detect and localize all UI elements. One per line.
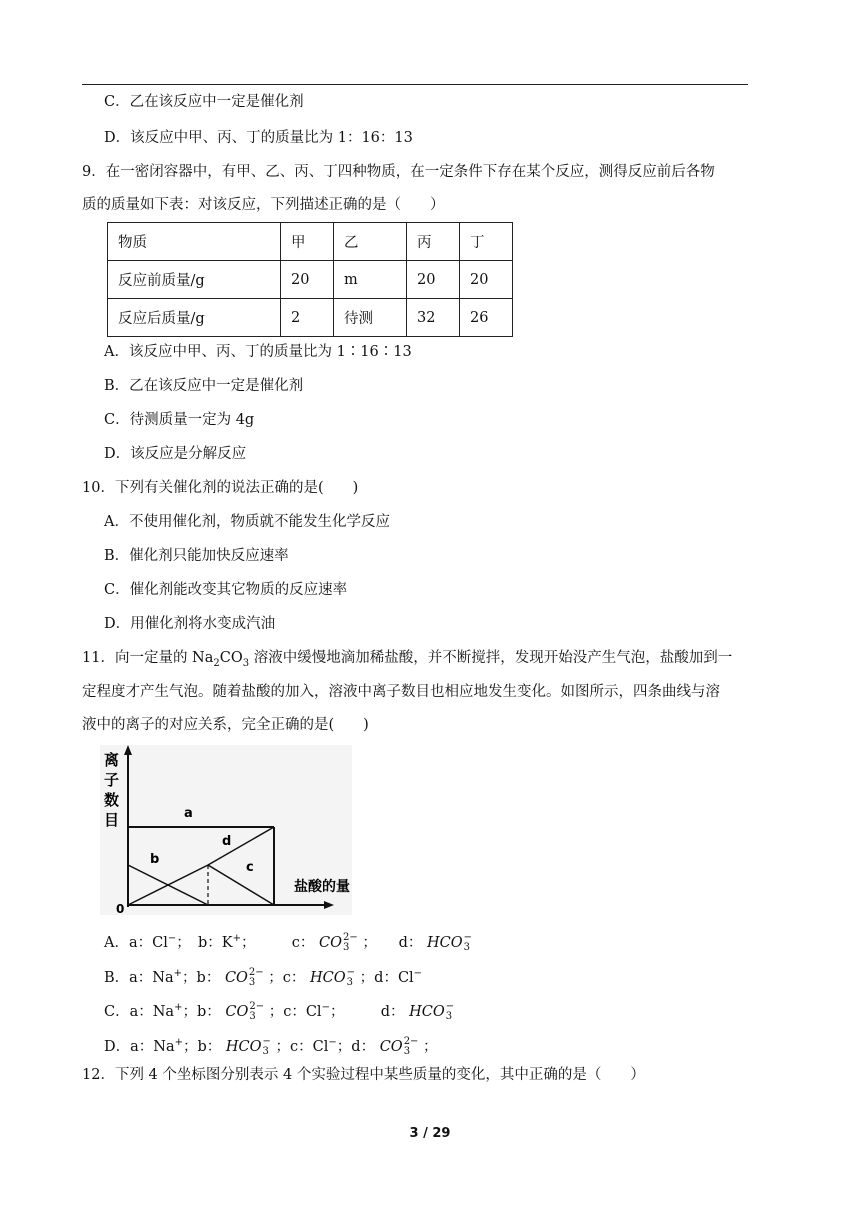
- text: ；b：: [182, 1003, 221, 1020]
- option-d-prev: D．该反应中甲、丙、丁的质量比为 1：16：13: [104, 130, 413, 146]
- formula-text: CO: [379, 1038, 403, 1055]
- ion-formula: [427, 931, 473, 953]
- table-cell: 丙: [407, 223, 460, 261]
- header-rule: [82, 84, 748, 85]
- superscript: +: [174, 1037, 183, 1048]
- superscript: −: [413, 968, 423, 979]
- superscript: −: [321, 1002, 330, 1013]
- superscript: +: [173, 968, 183, 979]
- charge-stack: [446, 1002, 454, 1022]
- text: A．a：Cl: [104, 934, 168, 951]
- charge: 2−: [249, 1000, 265, 1012]
- ion-formula: [310, 966, 356, 988]
- text: ；d：Cl: [359, 969, 414, 986]
- text: ；b：: [183, 1038, 222, 1055]
- charge-stack: [464, 933, 472, 953]
- text: 溶液中缓慢地滴加稀盐酸，并不断搅拌，发现开始没产生气泡，盐酸加到一: [249, 650, 733, 666]
- text: ；c：Cl: [268, 1003, 322, 1020]
- q11-option-a: [104, 929, 472, 953]
- q10-option-a: A．不使用催化剂，物质就不能发生化学反应: [104, 514, 390, 530]
- charge: 2−: [342, 931, 358, 943]
- q9-option-a: A．该反应中甲、丙、丁的质量比为 1∶16∶13: [104, 344, 412, 360]
- y-label-3: 数: [104, 791, 120, 809]
- text: ；c：: [268, 969, 306, 986]
- page-number: 3 / 29: [409, 1126, 451, 1141]
- q11-stem-1: [82, 648, 732, 674]
- charge-stack: [404, 1037, 419, 1057]
- q11-stem-3: 液中的离子的对应关系，完全正确的是( ): [82, 717, 369, 733]
- subscript: 3: [346, 976, 354, 988]
- q9-option-d: D．该反应是分解反应: [104, 446, 247, 462]
- formula-text: HCO: [310, 969, 346, 986]
- q12-stem: 12．下列 4 个坐标图分别表示 4 个实验过程中某些质量的变化，其中正确的是（ ）: [82, 1067, 645, 1083]
- curve-d-label: d: [222, 834, 232, 849]
- formula-text: HCO: [225, 1038, 262, 1055]
- ion-formula: [379, 1035, 419, 1057]
- origin-label: 0: [116, 902, 125, 915]
- superscript: +: [174, 1002, 183, 1013]
- charge-stack: [249, 1002, 264, 1022]
- charge: −: [463, 931, 473, 943]
- table-header-row: [108, 223, 513, 261]
- formula-text: HCO: [427, 934, 463, 951]
- curve-c-label: c: [246, 860, 254, 875]
- ion-formula: [225, 1000, 265, 1022]
- text: ；c：Cl: [275, 1038, 329, 1055]
- subscript: 3: [249, 1010, 256, 1022]
- subscript: 3: [248, 976, 256, 988]
- charge: 2−: [403, 1035, 419, 1047]
- text: ； d：: [329, 1003, 405, 1020]
- y-label-1: 离: [104, 751, 120, 769]
- charge-stack: [347, 968, 355, 988]
- subscript: 3: [403, 1045, 411, 1057]
- table-cell: 物质: [108, 223, 281, 261]
- ion-formula: [409, 1000, 455, 1022]
- charge-stack: [263, 1037, 271, 1057]
- q9-stem-2: 质的质量如下表：对该反应，下列描述正确的是（ ）: [82, 197, 445, 213]
- q10-stem: 10．下列有关催化剂的说法正确的是( ): [82, 480, 359, 496]
- text: ； d：: [362, 934, 423, 951]
- formula-text: CO: [319, 934, 342, 951]
- table-cell: 待测: [334, 299, 407, 337]
- option-c-prev: C．乙在该反应中一定是催化剂: [104, 94, 304, 110]
- ion-formula: [319, 931, 358, 953]
- text: ； c：: [241, 934, 315, 951]
- text: ；d：: [336, 1038, 376, 1055]
- text: ；b：: [182, 969, 221, 986]
- formula-text: CO: [225, 1003, 249, 1020]
- formula-text: HCO: [409, 1003, 445, 1020]
- charge: −: [346, 966, 356, 978]
- superscript: −: [328, 1037, 337, 1048]
- text: CO: [219, 650, 243, 666]
- subscript: 3: [262, 1045, 269, 1057]
- q9-option-c: C．待测质量一定为 4g: [104, 412, 255, 428]
- q11-stem-2: 定程度才产生气泡。随着盐酸的加入，溶液中离子数目也相应地发生变化。如图所示，四条曲线与溶: [82, 684, 720, 700]
- table-cell: 2: [281, 299, 334, 337]
- q9-option-b: B．乙在该反应中一定是催化剂: [104, 378, 304, 394]
- ion-formula: [224, 966, 264, 988]
- table-cell: 反应后质量/g: [108, 299, 281, 337]
- table-cell: 20: [407, 261, 460, 299]
- table-row: [108, 299, 513, 337]
- charge: −: [445, 1000, 455, 1012]
- y-label-4: 目: [104, 811, 120, 829]
- subscript: 3: [342, 941, 350, 953]
- charge: −: [262, 1035, 271, 1047]
- table-cell: 甲: [281, 223, 334, 261]
- formula-text: CO: [224, 969, 248, 986]
- charge-stack: [343, 933, 358, 953]
- table-cell: 20: [460, 261, 513, 299]
- table-cell: 乙: [334, 223, 407, 261]
- table-cell: 反应前质量/g: [108, 261, 281, 299]
- ion-count-figure: [100, 745, 352, 915]
- text: 11．向一定量的 Na: [82, 650, 214, 666]
- table-cell: 26: [460, 299, 513, 337]
- q10-option-b: B．催化剂只能加快反应速率: [104, 548, 289, 564]
- superscript: +: [232, 933, 242, 944]
- table-row: [108, 261, 513, 299]
- superscript: −: [167, 933, 177, 944]
- table-cell: 丁: [460, 223, 513, 261]
- curve-b-label: b: [150, 852, 160, 867]
- text: B．a：Na: [104, 969, 174, 986]
- q11-option-b: [104, 964, 422, 988]
- y-label-2: 子: [104, 771, 120, 789]
- x-axis-label: 盐酸的量: [294, 879, 350, 895]
- text: D．a：Na: [104, 1038, 175, 1055]
- charge-stack: [249, 968, 264, 988]
- table-cell: 20: [281, 261, 334, 299]
- ion-formula: [225, 1035, 271, 1057]
- curve-a-label: a: [184, 806, 193, 821]
- q9-stem-1: 9．在一密闭容器中，有甲、乙、丙、丁四种物质，在一定条件下存在某个反应，测得反应前后各物: [82, 164, 715, 180]
- q11-option-d: [104, 1033, 438, 1057]
- text: ； b：K: [176, 934, 233, 951]
- text: C．a：Na: [104, 1003, 175, 1020]
- subscript: 3: [463, 941, 471, 953]
- subscript: 3: [445, 1010, 453, 1022]
- q10-option-c: C．催化剂能改变其它物质的反应速率: [104, 582, 348, 598]
- subscript: 3: [242, 657, 250, 669]
- table-cell: m: [334, 261, 407, 299]
- q10-option-d: D．用催化剂将水变成汽油: [104, 616, 276, 632]
- charge: 2−: [248, 966, 264, 978]
- q9-mass-table: [107, 222, 513, 337]
- text: ；: [423, 1038, 438, 1055]
- q11-option-c: [104, 998, 454, 1022]
- table-cell: 32: [407, 299, 460, 337]
- subscript: 2: [213, 657, 220, 669]
